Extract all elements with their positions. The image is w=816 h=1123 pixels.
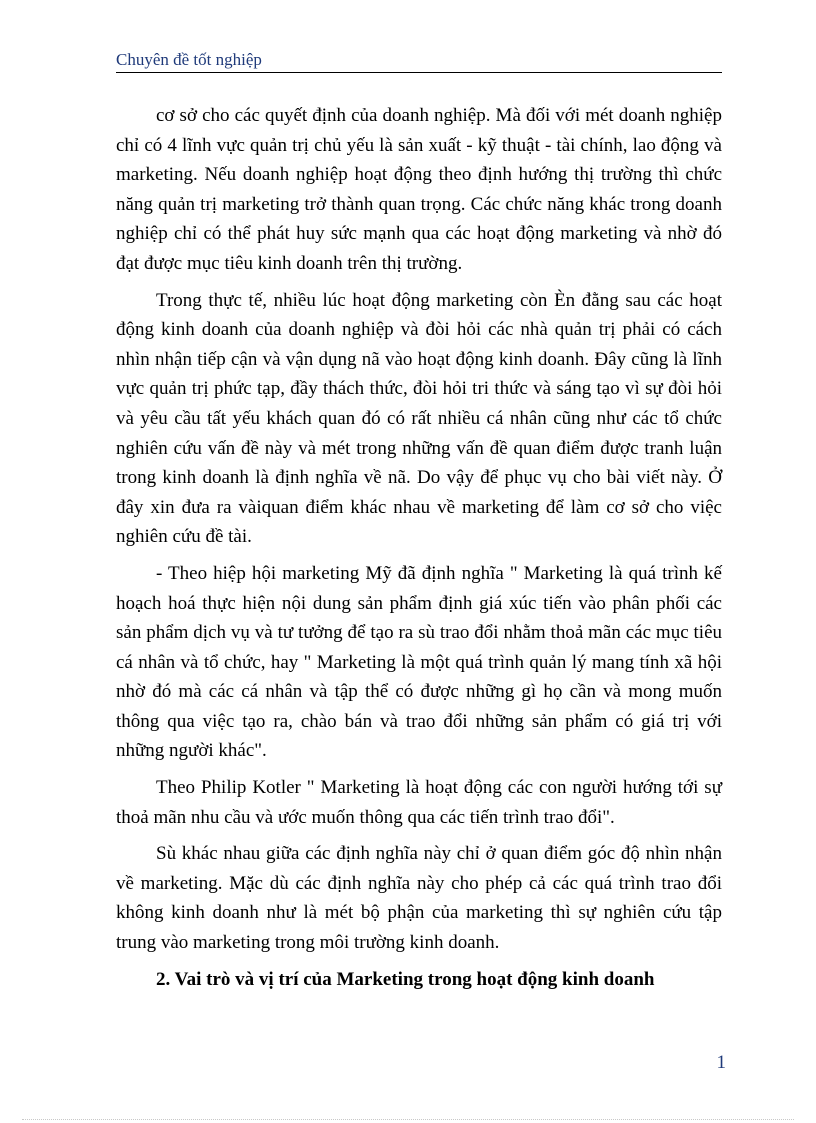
document-body [116, 101, 722, 1001]
paragraph-1: cơ sở cho các quyết định của doanh nghiệp. Mà đối với mét doanh nghiệp chỉ có 4 lĩnh vực quản trị chủ yếu là sản xuất - kỹ thuật - tài chính, lao động và marketing. Nếu doanh nghiệp hoạt động theo định hướng thị trường thì chức năng quản trị marketing trở thành quan trọng. Các chức năng khác trong doanh nghiệp chỉ có thể phát huy sức mạnh qua các hoạt động marketing và nhờ đó đạt được mục tiêu kinh doanh trên thị trường. [116, 105, 722, 274]
page-number: 1 [716, 1052, 726, 1073]
page-bottom-edge [22, 1119, 794, 1120]
paragraph-5: Sù khác nhau giữa các định nghĩa này chỉ ở quan điểm góc độ nhìn nhận về marketing. Mặc dù các định nghĩa này cho phép cả các quá trình trao đổi không kinh doanh như là mét bộ phận của marketing thì sự nghiên cứu tập trung vào marketing trong môi trường kinh doanh. [116, 843, 722, 954]
paragraph-4: Theo Philip Kotler " Marketing là hoạt động các con người hướng tới sự thoả mãn nhu cầu và ước muốn thông qua các tiến trình trao đổi". [116, 777, 722, 828]
section-heading: 2. Vai trò và vị trí của Marketing trong hoạt động kinh doanh [156, 968, 655, 990]
paragraph-2: Trong thực tế, nhiều lúc hoạt động marketing còn Èn đằng sau các hoạt động kinh doanh của doanh nghiệp và đòi hỏi các nhà quản trị phải có cách nhìn nhận tiếp cận và vận dụng nã vào hoạt động kinh doanh. Đây cũng là lĩnh vực quản trị phức tạp, đầy thách thức, đòi hỏi tri thức và sáng tạo vì sự đòi hỏi và yêu cầu tất yếu khách quan đó có rất nhiều cá nhân cũng như các tổ chức nghiên cứu vấn đề này và mét trong những vấn đề quan điểm được tranh luận trong kinh doanh là định nghĩa về nã. Do vậy để phục vụ cho bài viết này. Ở đây xin đưa ra vàiquan điểm khác nhau về marketing để làm cơ sở cho việc nghiên cứu đề tài. [116, 289, 722, 548]
page-header [116, 50, 722, 73]
header-title: Chuyên đề tốt nghiệp [116, 50, 262, 69]
paragraph-3: - Theo hiệp hội marketing Mỹ đã định nghĩa " Marketing là quá trình kế hoạch hoá thực hiện nội dung sản phẩm định giá xúc tiến vào phân phối các sản phẩm dịch vụ và tư tưởng để tạo ra sù trao đổi nhằm thoả mãn các mục tiêu cá nhân và tổ chức, hay " Marketing là một quá trình quản lý mang tính xã hội nhờ đó mà các cá nhân và tập thể có được những gì họ cần và mong muốn thông qua việc tạo ra, chào bán và trao đổi những sản phẩm có giá trị với những người khác". [116, 562, 722, 762]
